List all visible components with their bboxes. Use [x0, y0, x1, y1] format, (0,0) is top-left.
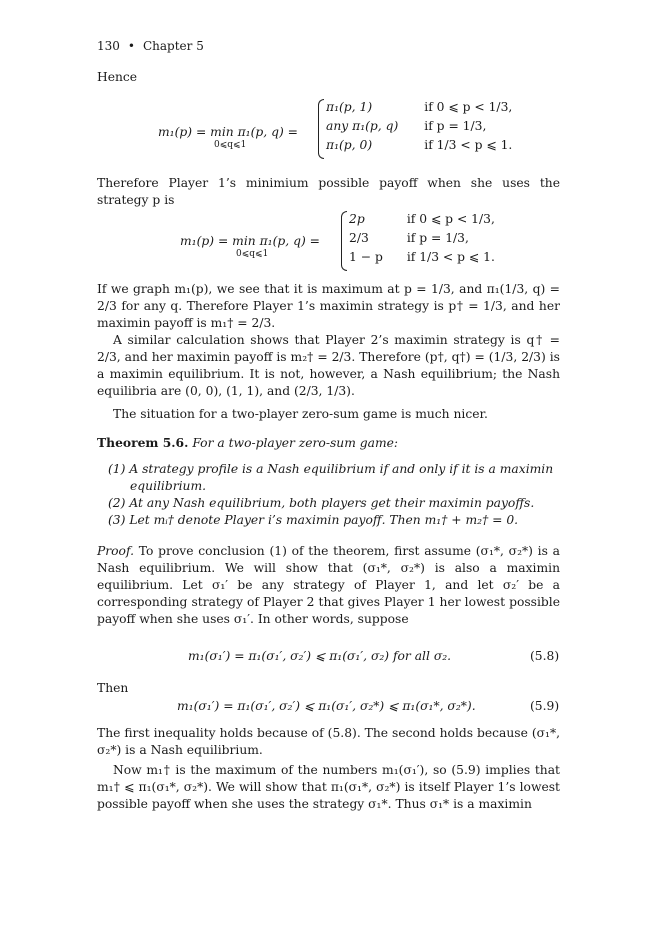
- then-text: Then: [97, 681, 129, 695]
- running-header: [97, 38, 204, 55]
- equation-5-9: m₁(σ₁′) = π₁(σ₁′, σ₂′) ⩽ π₁(σ₁′, σ₂*) ⩽ π₁(σ₁*, σ₂*).: [177, 699, 476, 713]
- eq2-case: 2p if 0 ⩽ p < 1/3,: [349, 212, 495, 226]
- paragraph-2: If we graph m₁(p), we see that it is maximum at p = 1/3, and π₁(1/3, q) = 2/3 for any q. Therefore Player 1’s maximin strategy is p† = 1/3, and her maximin payoff is m₁† = 2/3.: [97, 282, 560, 330]
- theorem-item: (1) A strategy profile is a Nash equilibrium if and only if it is a maximin equilibrium.: [108, 462, 554, 493]
- equation-5-8: m₁(σ₁′) = π₁(σ₁′, σ₂′) ⩽ π₁(σ₁′, σ₂) for all σ₂.: [188, 649, 452, 663]
- equation-5-9-number: (5.9): [530, 699, 560, 713]
- hence-text: Hence: [97, 70, 138, 84]
- paragraph-5: The first inequality holds because of (5.8). The second holds because (σ₁*, σ₂*) is a Nash equilibrium.: [97, 726, 560, 757]
- proof-paragraph: [97, 543, 560, 628]
- proof-text: To prove conclusion (1) of the theorem, first assume (σ₁*, σ₂*) is a Nash equilibrium. We will show that (σ₁*, σ₂*) is also a maximin equilibrium. Let σ₁′ be any strategy of Player 1, and let σ₂′ be a corresponding strategy of Player 2 that gives Player 1 her lowest possible payoff when she uses σ₁′. In other words, suppose: [97, 544, 560, 626]
- paragraph-4: The situation for a two-player zero-sum game is much nicer.: [113, 407, 488, 421]
- theorem-list: [108, 461, 560, 529]
- page-number: 130: [97, 39, 120, 53]
- eq1-lhs: m₁(p) = min π₁(p, q) =: [158, 125, 298, 139]
- theorem-intro: For a two-player zero-sum game:: [192, 436, 399, 450]
- theorem-label: Theorem 5.6.: [97, 435, 189, 450]
- paragraph-6: Now m₁† is the maximum of the numbers m₁(σ₁′), so (5.9) implies that m₁† ⩽ π₁(σ₁*, σ₂*). We will show that π₁(σ₁*, σ₂*) is itself Player 1’s lowest possible payoff when she uses the strategy σ₁*. Thus σ₁* is a maximin: [97, 763, 560, 811]
- proof-label: Proof.: [97, 544, 134, 558]
- eq1-brace: [318, 99, 324, 159]
- eq2-case: 2/3 if p = 1/3,: [349, 231, 469, 245]
- paragraph-3: A similar calculation shows that Player 2’s maximin strategy is q† = 2/3, and her maximin payoff is m₂† = 2/3. Therefore (p†, q†) = (1/3, 2/3) is a maximin equilibrium. It is not, however, a Nash equilibrium; the Nash equilibria are (0, 0), (1, 1), and (2/3, 1/3).: [97, 333, 560, 398]
- eq2-cases: [349, 210, 501, 267]
- eq1-case: π₁(p, 0) if 1/3 < p ⩽ 1.: [326, 138, 513, 152]
- theorem-heading: [97, 434, 560, 452]
- theorem-item: (2) At any Nash equilibrium, both players get their maximin payoffs.: [108, 496, 535, 510]
- eq2-case: 1 − p if 1/3 < p ⩽ 1.: [349, 250, 495, 264]
- eq2-under: 0⩽q⩽1: [236, 249, 269, 259]
- eq1-case: any π₁(p, q) if p = 1/3,: [326, 119, 487, 133]
- chapter-label: Chapter 5: [142, 39, 204, 53]
- eq1-cases: [326, 98, 518, 155]
- header-bullet: •: [127, 39, 135, 53]
- eq1-under: 0⩽q⩽1: [214, 140, 247, 150]
- equation-5-8-number: (5.8): [530, 649, 560, 663]
- eq2-brace: [341, 211, 347, 271]
- theorem-item: (3) Let mᵢ† denote Player i’s maximin payoff. Then m₁† + m₂† = 0.: [108, 513, 519, 527]
- paragraph-1: Therefore Player 1’s minimium possible payoff when she uses the strategy p is: [97, 176, 560, 207]
- eq1-case: π₁(p, 1) if 0 ⩽ p < 1/3,: [326, 100, 513, 114]
- eq2-lhs: m₁(p) = min π₁(p, q) =: [180, 234, 320, 248]
